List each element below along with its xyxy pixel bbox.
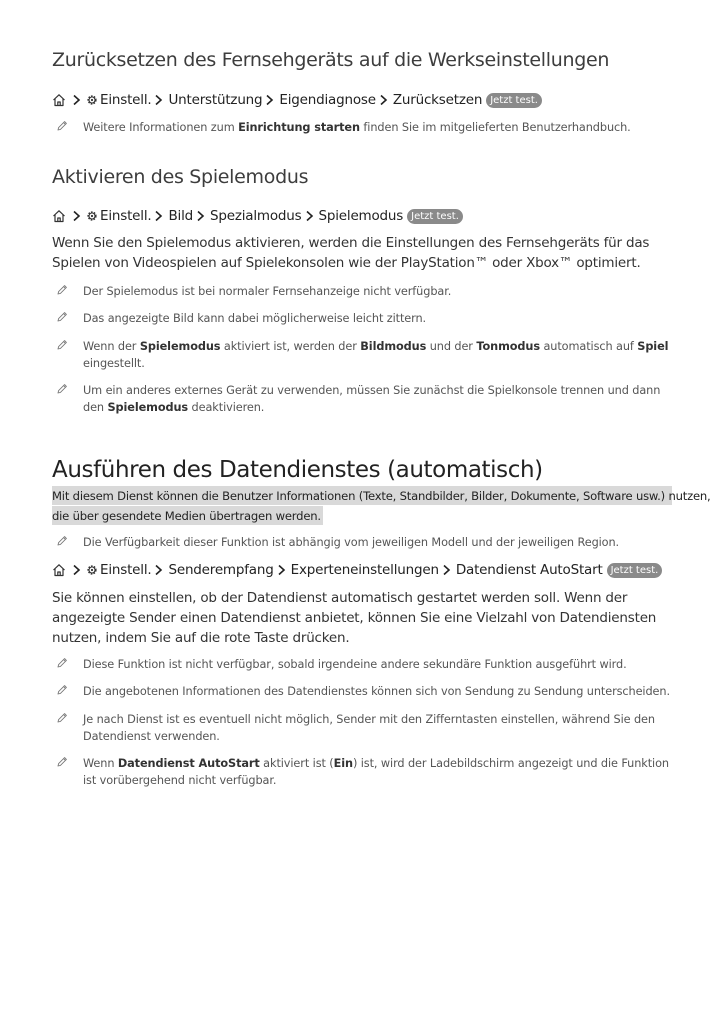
note-text (83, 119, 672, 136)
note-game-mode-4 (52, 382, 672, 416)
note-text: Die Verfügbarkeit dieser Funktion ist abhängig vom jeweiligen Modell und der jeweiligen Region. (83, 536, 620, 549)
note-text: Der Spielemodus ist bei normaler Fernsehanzeige nicht verfügbar. (83, 285, 452, 298)
chevron-right-icon (154, 564, 163, 576)
try-now-badge[interactable]: Jetzt test. (486, 93, 542, 108)
note-text: Die angebotenen Informationen des Datendienstes können sich von Sendung zu Sendung unterscheiden. (83, 685, 670, 698)
note-fragment: eingestellt. (83, 357, 145, 370)
note-text (83, 382, 672, 416)
note-game-mode-1 (52, 283, 672, 300)
home-icon (52, 93, 66, 107)
chevron-right-icon (442, 564, 451, 576)
note-text: Das angezeigte Bild kann dabei möglicherweise leicht zittern. (83, 312, 427, 325)
note-fragment: Um ein anderes externes Gerät zu verwenden, müssen Sie zunächst die Spielkonsole trennen und dann den (83, 384, 661, 414)
note-fragment: Wenn der (83, 340, 140, 353)
menu-path-reset (52, 90, 542, 110)
note-bold: Bildmodus (360, 340, 427, 353)
note-text: Je nach Dienst ist es eventuell nicht möglich, Sender mit den Zifferntasten einstellen, während Sie den Datendienst verwenden. (83, 713, 655, 743)
home-icon (52, 563, 66, 577)
path-item: Eigendiagnose (279, 92, 376, 108)
chevron-right-icon (196, 210, 205, 222)
path-item: Einstell. (100, 208, 152, 224)
note-fragment: Weitere Informationen zum (83, 121, 239, 134)
note-availability (52, 534, 672, 551)
note-bold: Datendienst AutoStart (117, 757, 260, 770)
data-service-intro (52, 486, 711, 526)
chevron-right-icon (72, 94, 81, 106)
chevron-right-icon (305, 210, 314, 222)
pencil-icon (56, 339, 68, 351)
highlighted-line: Mit diesem Dienst können die Benutzer Informationen (Texte, Standbilder, Bilder, Dokumente, Software usw.) nutzen, (52, 486, 672, 505)
note-fragment: automatisch auf (539, 340, 638, 353)
home-icon (52, 209, 66, 223)
chevron-right-icon (72, 210, 81, 222)
path-item: Datendienst AutoStart (455, 562, 603, 578)
section-title-factory-reset: Zurücksetzen des Fernsehgeräts auf die Werkseinstellungen (52, 49, 610, 71)
gear-icon (86, 210, 98, 222)
note-fragment: finden Sie im mitgelieferten Benutzerhandbuch. (359, 121, 631, 134)
path-item: Spielemodus (318, 208, 404, 224)
menu-path-game-mode (52, 206, 463, 226)
try-now-badge[interactable]: Jetzt test. (407, 209, 463, 224)
note-fragment: aktiviert ist, werden der (220, 340, 361, 353)
gear-icon (86, 564, 98, 576)
note-bold: Tonmodus (476, 340, 540, 353)
note-text (83, 755, 672, 789)
note-fragment: aktiviert ist ( (259, 757, 334, 770)
note-setup (52, 119, 672, 136)
pencil-icon (56, 535, 68, 547)
section-title-game-mode: Aktivieren des Spielemodus (52, 166, 309, 188)
try-now-badge[interactable]: Jetzt test. (607, 563, 663, 578)
path-item: Einstell. (100, 562, 152, 578)
game-mode-description: Wenn Sie den Spielemodus aktivieren, werden die Einstellungen des Fernsehgeräts für das Spielen von Videospielen auf Spielekonsolen wie der PlayStation™ oder Xbox™ optimiert. (52, 235, 650, 271)
path-item: Bild (168, 208, 194, 224)
chevron-right-icon (379, 94, 388, 106)
pencil-icon (56, 684, 68, 696)
chevron-right-icon (265, 94, 274, 106)
pencil-icon (56, 383, 68, 395)
pencil-icon (56, 284, 68, 296)
chevron-right-icon (154, 210, 163, 222)
note-game-mode-3 (52, 338, 672, 372)
note-bold: Spielemodus (107, 401, 189, 414)
chevron-right-icon (154, 94, 163, 106)
path-item: Einstell. (100, 92, 152, 108)
note-bold: Ein (333, 757, 353, 770)
gear-icon (86, 94, 98, 106)
note-data-service-2 (52, 683, 672, 700)
note-text (83, 338, 672, 372)
pencil-icon (56, 657, 68, 669)
note-bold: Einrichtung starten (238, 121, 360, 134)
path-item: Unterstützung (168, 92, 263, 108)
note-data-service-3 (52, 711, 672, 745)
path-item: Experteneinstellungen (290, 562, 439, 578)
note-bold: Spielemodus (139, 340, 221, 353)
section-title-data-service: Ausführen des Datendienstes (automatisch) (52, 457, 543, 483)
pencil-icon (56, 120, 68, 132)
path-item: Zurücksetzen (392, 92, 483, 108)
note-fragment: ) ist, wird der Ladebildschirm angezeigt und die Funktion ist vorübergehend nicht verfügbar. (83, 757, 669, 787)
pencil-icon (56, 756, 68, 768)
note-game-mode-2 (52, 310, 672, 327)
pencil-icon (56, 311, 68, 323)
note-bold: Spiel (637, 340, 669, 353)
note-data-service-1 (52, 656, 672, 673)
chevron-right-icon (72, 564, 81, 576)
note-fragment: und der (426, 340, 477, 353)
path-item: Senderempfang (168, 562, 274, 578)
note-text: Diese Funktion ist nicht verfügbar, sobald irgendeine andere sekundäre Funktion ausgeführt wird. (83, 658, 627, 671)
data-service-description: Sie können einstellen, ob der Datendienst automatisch gestartet werden soll. Wenn der angezeigte Sender einen Datendienst anbietet, können Sie eine Vielzahl von Datendiensten nutzen, indem Sie auf die rote Taste drücken. (52, 590, 657, 646)
highlighted-line: die über gesendete Medien übertragen werden. (52, 506, 323, 525)
note-fragment: Wenn (83, 757, 118, 770)
menu-path-data-service (52, 560, 662, 580)
pencil-icon (56, 712, 68, 724)
chevron-right-icon (277, 564, 286, 576)
note-data-service-4 (52, 755, 672, 789)
path-item: Spezialmodus (210, 208, 302, 224)
note-fragment: deaktivieren. (188, 401, 265, 414)
